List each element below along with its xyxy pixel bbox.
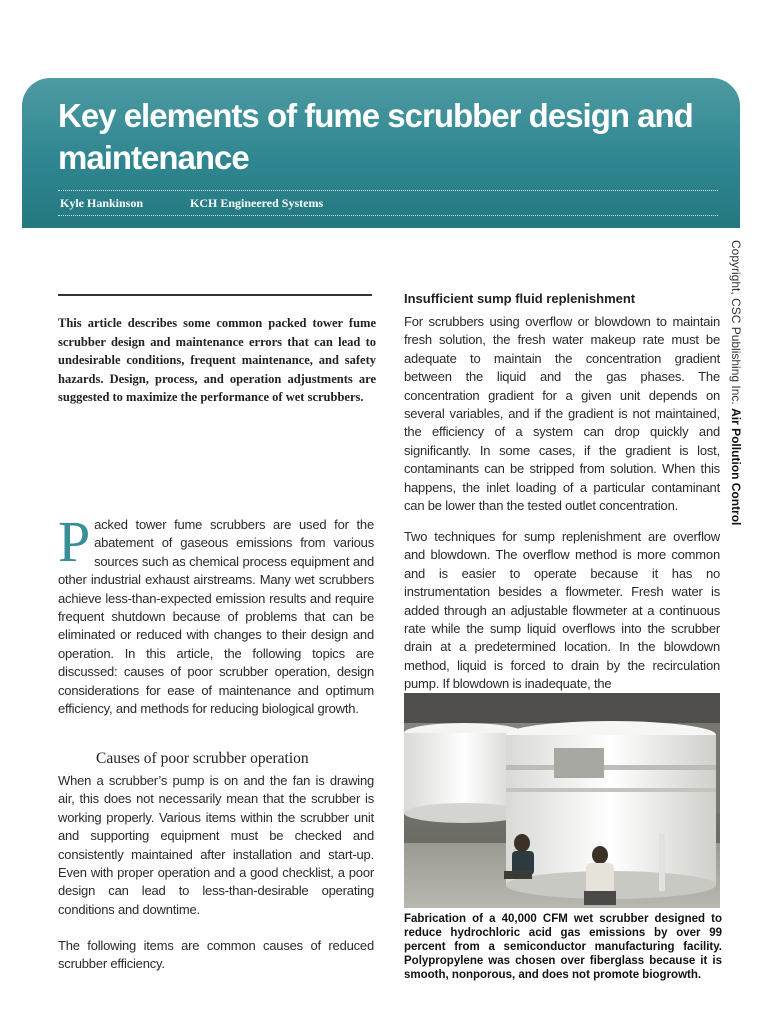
abstract-rule	[58, 294, 372, 296]
photo-caption: Fabrication of a 40,000 CFM wet scrubber designed to reduce hydrochloric acid gas emissions by over 99 percent from a semiconductor manufacturing facility. Polypropylene was chosen over fiberglass because it is smooth, nonporous, and does not promote biogrowth.	[404, 913, 722, 981]
copyright-notice	[723, 240, 745, 560]
intro-text: acked tower fume scrubbers are used for the abatement of gaseous emissions from various sources such as chemical process equipment and other industrial exhaust airstreams. Many wet scrubbers achieve less-than-expected emission results and require frequent shutdown because of problems that can be eliminated or reduced with changes to their design and operation. In this article, the following topics are discussed: causes of poor scrubber operation, design considerations for ease of maintenance and optimum efficiency, and methods for reducing biological growth.	[58, 517, 374, 717]
section-heading-causes: Causes of poor scrubber operation	[96, 750, 309, 767]
intro-paragraph	[58, 509, 374, 718]
scrubber-fabrication-photo	[404, 693, 720, 908]
drop-cap: P	[58, 509, 91, 574]
article-title: Key elements of fume scrubber design and maintenance	[58, 97, 693, 176]
sump-paragraph-1: For scrubbers using overflow or blowdown to maintain fresh solution, the fresh water makeup rate must be adequate to maintain the concentration gradient between the liquid and the gas phases. The concentration gradient for a given unit depends on several variables, and if the gradient is not maintained, the efficiency of a system can drop quickly and significantly. In some cases, if the gradient is lost, contaminants can be stripped from solution. When this happens, the inlet loading of a particular contaminant can be lower than the tested outlet concentration.	[404, 314, 720, 514]
author-organization: KCH Engineered Systems	[190, 196, 324, 210]
sump-paragraph-2: Two techniques for sump replenishment are overflow and blowdown. The overflow method is more common and is easier to operate because it has no instrumentation besides a flowmeter. Fresh water is added through an adjustable flowmeter at a continuous rate while the sump liquid overflows into the scrubber drain at a predetermined location. In the blowdown method, liquid is forced to drain by the recirculation pump. If blowdown is inadequate, the	[404, 529, 720, 692]
photo-illustration	[404, 693, 720, 908]
banner-divider-top	[58, 190, 718, 191]
copyright-prefix: Copyright, CSC Publishing Inc.	[729, 240, 743, 409]
publication-name: Air Pollution Control	[729, 408, 743, 526]
section-heading-sump: Insufficient sump fluid replenishment	[404, 291, 636, 306]
author-name: Kyle Hankinson	[60, 196, 144, 210]
causes-paragraph-1: When a scrubber’s pump is on and the fan is drawing air, this does not necessarily mean that the scrubber is working properly. Various items within the scrubber unit and supporting equipment must be checked and consistently maintained after installation and start-up. Even with proper operation and a good checklist, a poor design can lead to less-than-desirable operating conditions and downtime.	[58, 773, 374, 917]
causes-paragraph-2: The following items are common causes of reduced scrubber efficiency.	[58, 938, 374, 972]
banner-divider-bottom	[58, 215, 718, 216]
abstract: This article describes some common packed tower fume scrubber design and maintenance errors that can lead to undesirable conditions, frequent maintenance, and safety hazards. Design, process, and operation adjustments are suggested to maximize the performance of wet scrubbers.	[58, 316, 376, 404]
